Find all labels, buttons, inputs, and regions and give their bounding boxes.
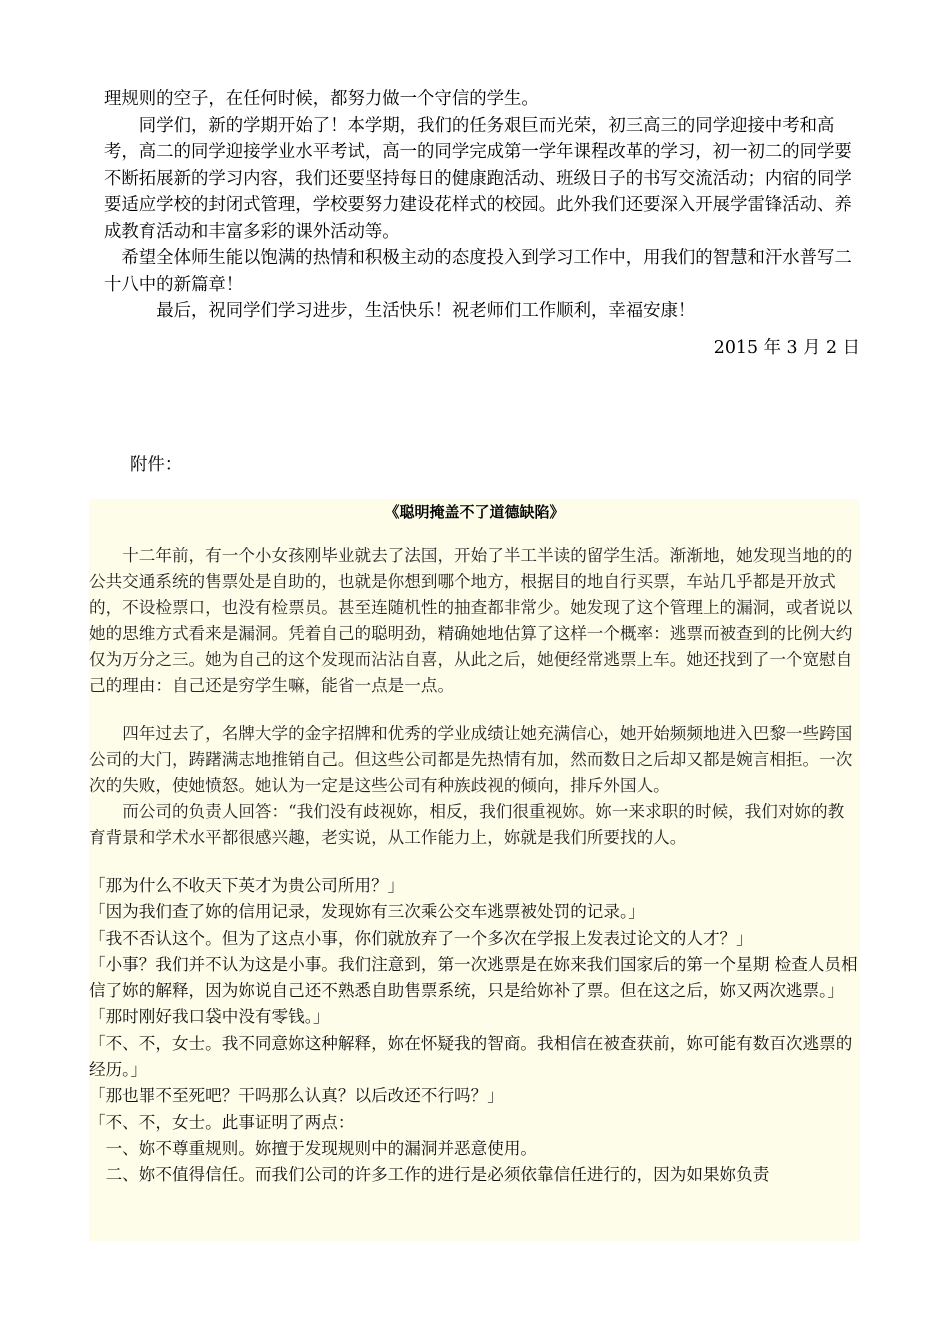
dialog-point-one: 一、妳不尊重规则。妳擅于发现规则中的漏洞并恶意使用。: [105, 1138, 538, 1158]
dialog-line: 「那为什么不收天下英才为贵公司所用？」: [89, 876, 405, 895]
dialog-line: 「不、不，女士。我不同意妳这种解释，妳在怀疑我的智商。我相信在被查获前，妳可能有数百次逃票的经历。」: [89, 1033, 853, 1080]
letter-line-fragment: 理规则的空子，在任何时候，都努力做一个守信的学生。: [104, 89, 539, 109]
attachment-article: [89, 499, 860, 1241]
letter-paragraph-hope: 希望全体师生能以饱满的热情和积极主动的态度投入到学习工作中，用我们的智慧和汗水普写二十八中的新篇章！: [104, 248, 852, 295]
dialog-line: 「因为我们查了妳的信用记录，发现妳有三次乘公交车逃票被处罚的记录。」: [89, 902, 645, 922]
dialog-line: 「小事？我们并不认为这是小事。我们注意到，第一次逃票是在妳来我们国家后的第一个星期 检查人员相信了妳的解释，因为妳说自己还不熟悉自助售票系统，只是给妳补了票。但在这之后，妳又两次逃票。」: [89, 954, 858, 1001]
annex-label: 附件：: [130, 455, 183, 475]
article-story: [89, 543, 860, 851]
letter-date: 2015 年 3 月 2 日: [713, 337, 860, 358]
dialog-point-two: 二、妳不值得信任。而我们公司的许多工作的进行是必须依靠信任进行的，因为如果妳负责: [105, 1165, 770, 1185]
dialog-line: 「那时刚好我口袋中没有零钱。」: [89, 1007, 330, 1027]
story-paragraph: 四年过去了，名牌大学的金字招牌和优秀的学业成绩让她充满信心，她开始频频地进入巴黎一些跨国公司的大门，踌躇满志地推销自己。但这些公司都是先热情有加，然而数日之后却又都是婉言相拒。一次次的失败，使她愤怒。她认为一定是这些公司有种族歧视的倾向，排斥外国人。: [89, 724, 853, 795]
story-paragraph: 而公司的负责人回答：“我们没有歧视妳，相反，我们很重视妳。妳一来求职的时候，我们对妳的教育背景和学术水平都很感兴趣，老实说，从工作能力上，妳就是我们所要找的人。: [89, 802, 845, 847]
paragraph-gap: [89, 699, 860, 721]
letter-paragraph-wishes: 最后，祝同学们学习进步，生活快乐！祝老师们工作顺利，幸福安康！: [156, 301, 696, 321]
dialog-line: 「不、不，女士。此事证明了两点：: [89, 1112, 355, 1132]
letter-body: [104, 86, 860, 361]
dialog-line: 「那也罪不至死吧？干吗那么认真？以后改还不行吗？」: [89, 1086, 504, 1106]
article-dialog: [89, 873, 860, 1189]
story-paragraph: 十二年前，有一个小女孩刚毕业就去了法国，开始了半工半读的留学生活。渐渐地，她发现当地的的公共交通系统的售票处是自助的，也就是你想到哪个地方，根据目的地自行买票，车站几乎都是开放式的，不设检票口，也没有检票员。甚至连随机性的抽查都非常少。她发现了这个管理上的漏洞，或者说以她的思维方式看来是漏洞。凭着自己的聪明劲，精确她地估算了这样一个概率：逃票而被查到的比例大约仅为万分之三。她为自己的这个发现而沾沾自喜，从此之后，她便经常逃票上车。她还找到了一个宽慰自己的理由：自己还是穷学生嘛，能省一点是一点。: [89, 546, 853, 695]
letter-paragraph-semester: 同学们，新的学期开始了！本学期，我们的任务艰巨而光荣，初三高三的同学迎接中考和高考，高二的同学迎接学业水平考试，高一的同学完成第一学年课程改革的学习，初一初二的同学要不断拓展新的学习内容，我们还要坚持每日的健康跑活动、班级日子的书写交流活动；内宿的同学要适应学校的封闭式管理，学校要努力建设花样式的校园。此外我们还要深入开展学雷锋活动、养成教育活动和丰富多彩的课外活动等。: [104, 115, 852, 242]
dialog-line: 「我不否认这个。但为了这点小事，你们就放弃了一个多次在学报上发表过论文的人才？」: [89, 928, 753, 948]
article-title: 《聪明掩盖不了道德缺陷》: [384, 503, 565, 521]
